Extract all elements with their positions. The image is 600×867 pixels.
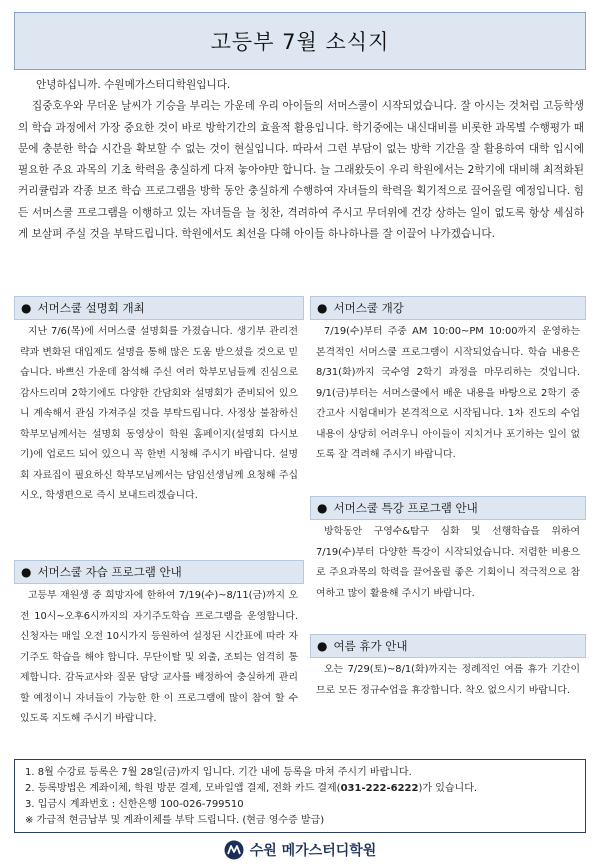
notice-line-2-prefix: 2. 등록방법은 계좌이체, 학원 방문 결제, 모바일앱 결제, 전화 카드 결제(: [25, 783, 341, 794]
section-body-briefing: 지난 7/6(목)에 서머스쿨 설명회를 가졌습니다. 생기부 관리전략과 변화된 대입제도 설명을 통해 많은 도움 받으셨을 것으로 믿습니다. 바쁘신 가운데 참석해 주신 여러 학부모님들께 진심으로 감사드리며 2학기에도 다양한 간담회와 설명회가 준비되어 있으니 계속해서 관심 가져주실 것을 부탁드립니다. 사정상 불참하신 학부모님께서는 설명회 동영상이 학원 홈페이지(설명회 다시보기)에 업로드 되어 있으니 꼭 한번 시청해 주시기 바랍니다. 설명회 자료집이 필요하신 학부모님께서는 담임선생님께 요청해 주십시오, 학생편으로 즉시 보내드리겠습니다.: [20, 326, 298, 501]
bullet-icon: ●: [21, 301, 32, 315]
section-vacation: [310, 634, 586, 701]
title-banner: [14, 12, 586, 70]
section-heading-self-study: [14, 560, 304, 584]
page-title: 고등부 7월 소식지: [210, 30, 390, 54]
megastudy-logo-icon: [224, 840, 244, 860]
section-heading-label: 서머스쿨 특강 프로그램 안내: [333, 501, 478, 515]
academy-logo: [0, 838, 600, 862]
notice-line-2: [25, 781, 575, 797]
section-heading-label: 여름 휴가 안내: [333, 639, 408, 653]
intro-paragraph: 집중호우와 무더운 날씨가 기승을 부리는 가운데 우리 아이들의 서머스쿨이 시작되었습니다. 잘 아시는 것처럼 고등학생의 학습 과정에서 가장 중요한 것이 바로 방학기간의 효율적 활용입니다. 학기중에는 내신대비를 비롯한 과목별 수행평가 때문에 충분한 학습 시간을 확보할 수 없는 것이 현실입니다. 따라서 그런 부담이 없는 방학 기간을 잘 활용하여 대학 입시에 필요한 주요 과목의 기초 학력을 충실하게 다져 놓아야만 합니다. 늘 그래왔듯이 우리 학원에서는 2학기에 대비해 최적화된 커리큘럼과 각종 보조 학습 프로그램을 방학 동안 충실하게 수행하여 자녀들의 학력을 획기적으로 끌어올릴 예정입니다. 힘든 서머스쿨 프로그램을 이행하고 있는 자녀들을 늘 칭찬, 격려하여 주시고 무더위에 건강 상하는 일이 없도록 항상 세심하게 보살펴 주실 것을 부탁드립니다. 학원에서도 최선을 다해 아이들 하나하나를 잘 이끌어 나가겠습니다.: [18, 100, 584, 241]
section-heading-briefing: [14, 296, 304, 320]
phone-number: 031-222-6222: [340, 783, 419, 794]
notice-box: [14, 759, 586, 833]
bullet-icon: ●: [317, 301, 328, 315]
section-heading-label: 서머스쿨 개강: [333, 301, 404, 315]
notice-line-4: ※ 가급적 현금납부 및 계좌이체를 부탁 드립니다. (현금 영수증 발급): [25, 815, 325, 826]
section-self-study: [14, 560, 304, 730]
section-opening: [310, 296, 586, 492]
notice-line-1: 1. 8월 수강료 등록은 7월 28일(금)까지 입니다. 기간 내에 등록을 마쳐 주시기 바랍니다.: [25, 767, 412, 778]
section-special: [310, 496, 586, 630]
bullet-icon: ●: [317, 501, 328, 515]
section-briefing: [14, 296, 304, 556]
section-heading-opening: [310, 296, 586, 320]
intro-section: [18, 75, 584, 245]
section-body-opening: 7/19(수)부터 주중 AM 10:00~PM 10:00까지 운영하는 본격적인 서머스쿨 프로그램이 시작되었습니다. 학습 내용은 8/31(화)까지 국수영 2학기 과정을 마무리하는 것입니다. 9/1(금)부터는 서머스쿨에서 배운 내용을 바탕으로 2학기 중간고사 시험대비가 본격적으로 시작됩니다. 1차 진도의 수업 내용이 상당히 어려우니 아이들이 지치거나 포기하는 일이 없도록 잘 격려해 주시기 바랍니다.: [316, 326, 580, 460]
bullet-icon: ●: [317, 639, 328, 653]
section-heading-special: [310, 496, 586, 520]
bullet-icon: ●: [21, 565, 32, 579]
section-body-special: 방학동안 구영수&탐구 심화 및 선행학습을 위하여 7/19(수)부터 다양한 특강이 시작되었습니다. 저렴한 비용으로 주요과목의 학력을 끌어올릴 좋은 기회이니 적극적으로 참여하고 많이 활용해 주시기 바랍니다.: [316, 526, 580, 599]
left-column: [14, 296, 304, 730]
section-heading-label: 서머스쿨 자습 프로그램 안내: [37, 565, 182, 579]
notice-line-3: 3. 입금시 계좌번호 : 신한은행 100-026-799510: [25, 799, 244, 810]
intro-greeting: 안녕하십니까. 수원메가스터디학원입니다.: [36, 79, 231, 91]
section-heading-vacation: [310, 634, 586, 658]
section-body-vacation: 오는 7/29(토)~8/1(화)까지는 정례적인 여름 휴가 기간이므로 모든 정규수업을 휴강합니다. 착오 없으시기 바랍니다.: [316, 664, 580, 696]
academy-name: 수원 메가스터디학원: [249, 843, 377, 859]
section-body-self-study: 고등부 재원생 중 희망자에 한하여 7/19(수)~8/11(금)까지 오전 10시~오후6시까지의 자기주도학습 프로그램을 운영합니다. 신청자는 매일 오전 10시가지 등원하여 설정된 시간표에 따라 자기주도 학습을 해야 합니다. 무단이탈 및 외출, 조퇴는 엄격히 통제합니다. 감독교사와 질문 담당 교사를 배정하여 충실하게 관리할 예정이니 자녀들이 가능한 한 이 프로그램에 많이 참여 할 수 있도록 지도해 주시기 바랍니다.: [20, 590, 298, 724]
notice-line-2-suffix: )가 있습니다.: [418, 783, 478, 794]
right-column: [310, 296, 586, 701]
section-heading-label: 서머스쿨 설명회 개최: [37, 301, 145, 315]
